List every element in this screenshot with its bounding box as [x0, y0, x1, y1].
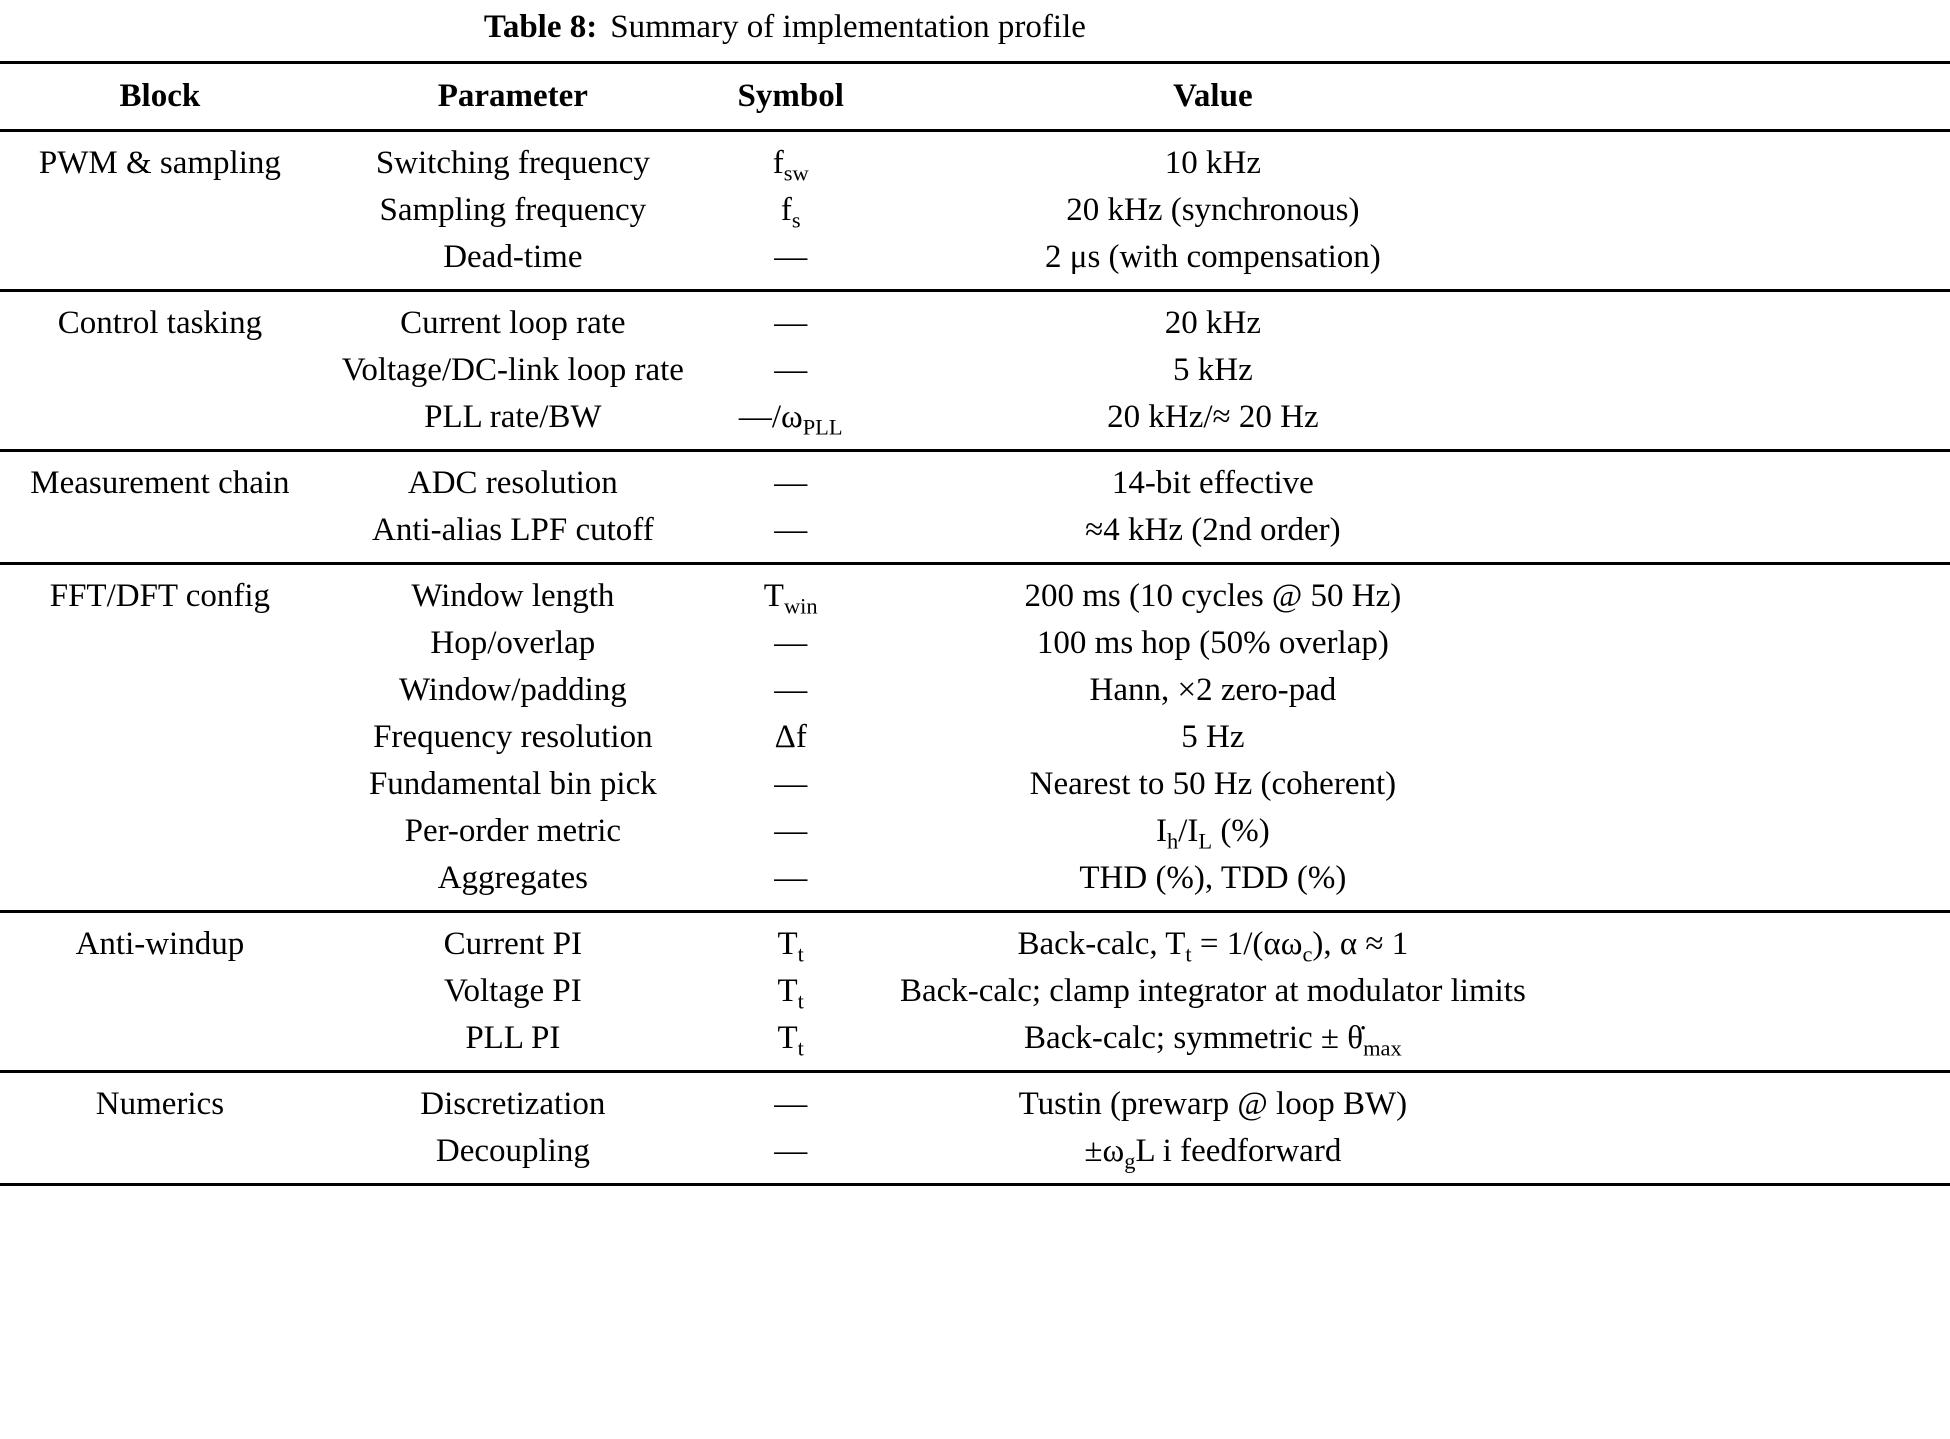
table-caption-text: Summary of implementation profile: [610, 9, 1086, 45]
symbol-cell: $T_t$: [777, 1020, 804, 1061]
parameter-cell: Fundamental bin pick: [368, 766, 657, 802]
table-row: [0, 131, 1950, 188]
spacer-cell: [1550, 507, 1950, 564]
block-cell: Measurement chain: [30, 465, 290, 501]
symbol-cell: —: [774, 465, 808, 501]
spacer-cell: [1550, 564, 1950, 621]
parameter-cell: Voltage/DC-link loop rate: [341, 352, 684, 388]
table-row: [0, 291, 1950, 348]
spacer-cell: [1550, 1128, 1950, 1185]
table-group: [0, 912, 1950, 1072]
value-cell: Nearest to 50 Hz (coherent): [1029, 766, 1397, 802]
header-row: [0, 63, 1950, 131]
table-row: [0, 1072, 1950, 1129]
table-row: [0, 912, 1950, 969]
spacer-cell: [1550, 1015, 1950, 1072]
spacer-cell: [1550, 620, 1950, 667]
parameter-cell: Current loop rate: [400, 305, 626, 341]
spacer-cell: [1550, 667, 1950, 714]
block-cell: Anti-windup: [75, 926, 245, 962]
implementation-profile-table: [0, 61, 1950, 1186]
parameter-cell: Per-order metric: [404, 813, 622, 849]
parameter-cell: Voltage PI: [443, 973, 582, 1009]
symbol-cell: —: [774, 813, 808, 849]
value-cell: 2 μs (with compensation): [1045, 239, 1381, 275]
block-cell: FFT/DFT config: [49, 578, 271, 614]
parameter-cell: Frequency resolution: [373, 719, 653, 755]
table-group: [0, 291, 1950, 451]
spacer-cell: [1550, 394, 1950, 451]
table-header: [0, 63, 1950, 131]
block-cell: Control tasking: [57, 305, 263, 341]
spacer-header: [1550, 63, 1950, 131]
symbol-cell: —: [774, 1086, 808, 1122]
table-caption-label: Table 8:: [483, 9, 598, 45]
value-cell: Hann, ×2 zero-pad: [1089, 672, 1337, 708]
col-header-block: Block: [119, 78, 201, 114]
parameter-cell: PLL PI: [465, 1020, 561, 1056]
table-row: [0, 564, 1950, 621]
value-cell: 10 kHz: [1164, 145, 1261, 181]
col-header-value: Value: [1173, 78, 1253, 114]
value-cell: Back-calc, $T_t = 1/(\alpha\omega_c)$, α ≈ 1: [1017, 926, 1409, 967]
parameter-cell: Decoupling: [435, 1133, 590, 1169]
spacer-cell: [1550, 855, 1950, 912]
value-cell: 14-bit effective: [1111, 465, 1314, 501]
symbol-cell: $—/\omega_{PLL}$: [738, 399, 843, 440]
parameter-cell: ADC resolution: [407, 465, 618, 501]
parameter-cell: Current PI: [443, 926, 583, 962]
value-cell: 5 kHz: [1173, 352, 1253, 388]
spacer-cell: [1550, 451, 1950, 508]
symbol-cell: Δf: [774, 719, 807, 755]
spacer-cell: [1550, 234, 1950, 291]
value-cell: 5 Hz: [1181, 719, 1245, 755]
table-group: [0, 451, 1950, 564]
parameter-cell: Window length: [411, 578, 615, 614]
spacer-cell: [1550, 187, 1950, 234]
value-cell: Tustin (prewarp @ loop BW): [1018, 1086, 1408, 1122]
spacer-cell: [1550, 912, 1950, 969]
spacer-cell: [1550, 131, 1950, 188]
parameter-cell: Hop/overlap: [430, 625, 596, 661]
value-cell: 20 kHz (synchronous): [1066, 192, 1360, 228]
parameter-cell: Anti-alias LPF cutoff: [371, 512, 654, 548]
value-cell: Back-calc; clamp integrator at modulator limits: [899, 973, 1526, 1009]
col-header-parameter: Parameter: [437, 78, 588, 114]
table-row: [0, 451, 1950, 508]
table-group: [0, 564, 1950, 912]
value-cell: ≈4 kHz (2nd order): [1085, 512, 1341, 548]
col-header-symbol: Symbol: [737, 78, 844, 114]
value-cell: THD (%), TDD (%): [1079, 860, 1347, 896]
symbol-cell: —: [774, 305, 808, 341]
symbol-cell: —: [774, 1133, 808, 1169]
symbol-cell: —: [774, 512, 808, 548]
table-group: [0, 131, 1950, 291]
symbol-cell: —: [774, 860, 808, 896]
spacer-cell: [1550, 808, 1950, 855]
symbol-cell: $T_t$: [777, 926, 804, 967]
value-cell: 20 kHz/≈ 20 Hz: [1107, 399, 1319, 435]
value-cell: 200 ms (10 cycles @ 50 Hz): [1024, 578, 1402, 614]
parameter-cell: Window/padding: [398, 672, 627, 708]
value-cell: Back-calc; symmetric ± $\thetȧ_{max}$: [1024, 1020, 1402, 1061]
spacer-cell: [1550, 714, 1950, 761]
symbol-cell: —: [774, 672, 808, 708]
value-cell: 20 kHz: [1164, 305, 1261, 341]
symbol-cell: $f_{sw}$: [772, 145, 809, 186]
parameter-cell: Aggregates: [437, 860, 588, 896]
symbol-cell: $T_{win}$: [763, 578, 818, 619]
parameter-cell: Switching frequency: [375, 145, 650, 181]
value-cell: $\pm\omega_gL$ i feedforward: [1084, 1133, 1342, 1174]
symbol-cell: —: [774, 766, 808, 802]
spacer-cell: [1550, 761, 1950, 808]
parameter-cell: Dead-time: [443, 239, 583, 275]
spacer-cell: [1550, 968, 1950, 1015]
symbol-cell: $T_t$: [777, 973, 804, 1014]
parameter-cell: Sampling frequency: [379, 192, 647, 228]
symbol-cell: —: [774, 352, 808, 388]
table-group: [0, 1072, 1950, 1185]
table-caption: [0, 6, 1570, 48]
symbol-cell: —: [774, 239, 808, 275]
value-cell: $I_h/I_L$ (%): [1155, 813, 1270, 854]
spacer-cell: [1550, 347, 1950, 394]
spacer-cell: [1550, 291, 1950, 348]
block-cell: PWM & sampling: [38, 145, 281, 181]
block-cell: Numerics: [95, 1086, 225, 1122]
spacer-cell: [1550, 1072, 1950, 1129]
value-cell: 100 ms hop (50% overlap): [1036, 625, 1389, 661]
symbol-cell: —: [774, 625, 808, 661]
symbol-cell: $f_s$: [780, 192, 801, 233]
parameter-cell: PLL rate/BW: [424, 399, 602, 435]
parameter-cell: Discretization: [420, 1086, 606, 1122]
